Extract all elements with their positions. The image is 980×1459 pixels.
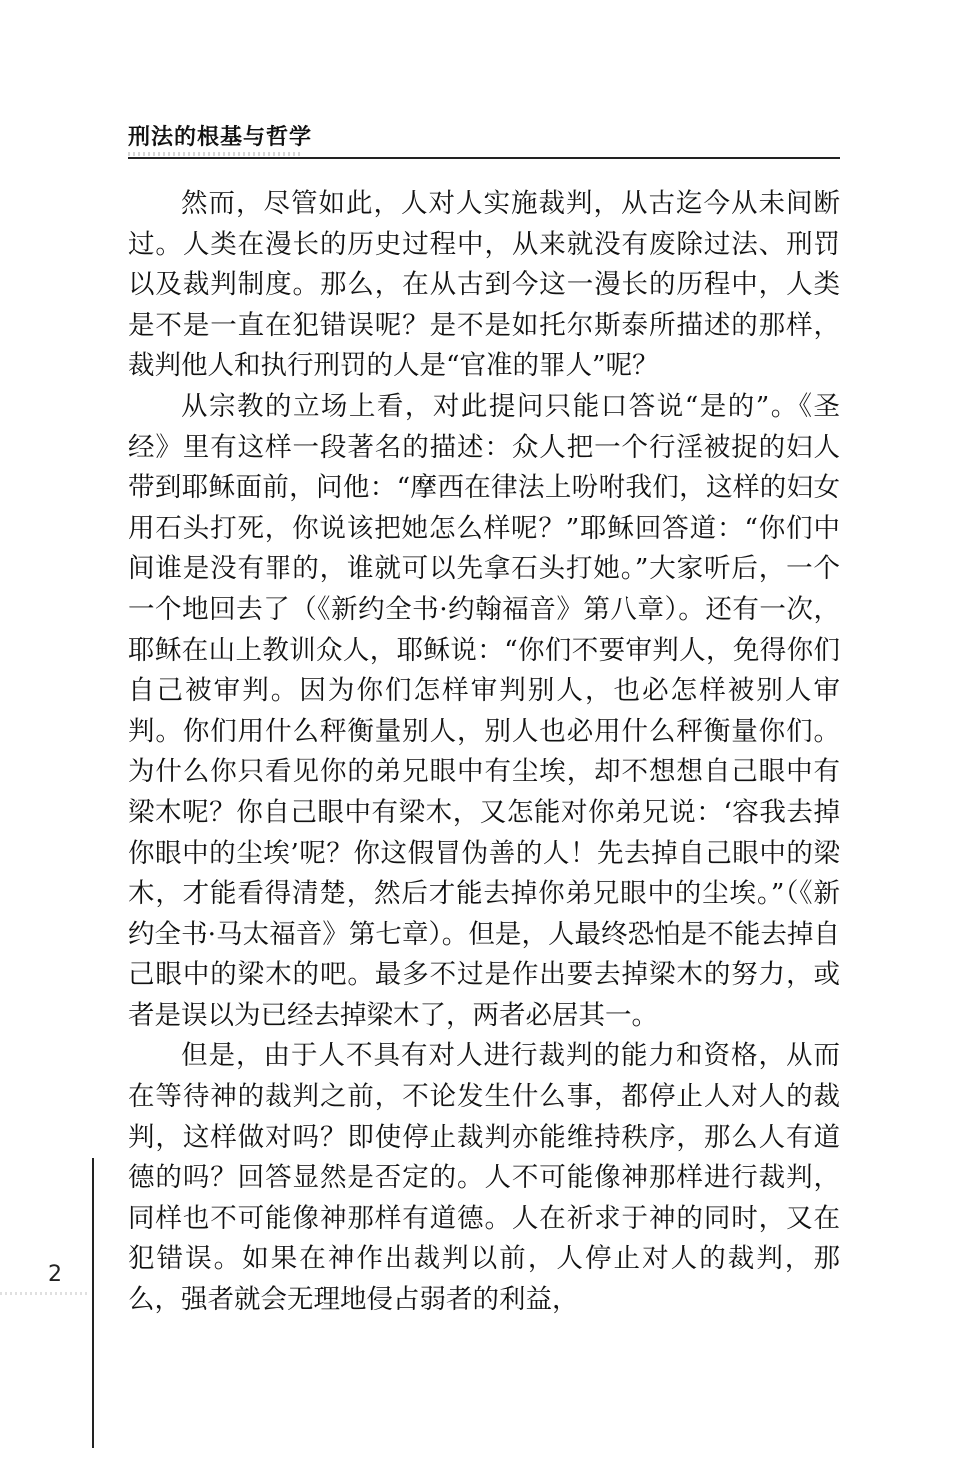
header-decoration — [128, 152, 303, 156]
page-number: 2 — [48, 1262, 62, 1287]
margin-rule — [92, 1158, 94, 1448]
running-header-title: 刑法的根基与哲学 — [128, 125, 313, 150]
header-rule — [128, 157, 840, 159]
body-text — [128, 184, 840, 1321]
margin-decoration — [0, 1292, 88, 1295]
paragraph-3: 但是，由于人不具有对人进行裁判的能力和资格，从而在等待神的裁判之前，不论发生什么事，都停止人对人的裁判，这样做对吗？即使停止裁判亦能维持秩序，那么人有道德的吗？回答显然是否定的。人不可能像神那样进行裁判，同样也不可能像神那样有道德。人在祈求于神的同时，又在犯错误。如果在神作出裁判以前，人停止对人的裁判，那么，强者就会无理地侵占弱者的利益， — [128, 1040, 840, 1316]
paragraph-1: 然而，尽管如此，人对人实施裁判，从古迄今从未间断过。人类在漫长的历史过程中，从来就没有废除过法、刑罚以及裁判制度。那么，在从古到今这一漫长的历程中，人类是不是一直在犯错误呢？是不是如托尔斯泰所描述的那样，裁判他人和执行刑罚的人是“官准的罪人”呢？ — [128, 188, 840, 382]
paragraph-2: 从宗教的立场上看，对此提问只能口答说“是的”。《圣经》里有这样一段著名的描述：众人把一个行淫被捉的妇人带到耶稣面前，问他：“摩西在律法上吩咐我们，这样的妇女用石头打死，你说该把她怎么样呢？”耶稣回答道：“你们中间谁是没有罪的，谁就可以先拿石头打她。”大家听后，一个一个地回去了（《新约全书·约翰福音》第八章）。还有一次，耶稣在山上教训众人，耶稣说：“你们不要审判人，免得你们自己被审判。因为你们怎样审判别人，也必怎样被别人审判。你们用什么秤衡量别人，别人也必用什么秤衡量你们。为什么你只看见你的弟兄眼中有尘埃，却不想想自己眼中有梁木呢？你自己眼中有梁木，又怎能对你弟兄说：‘容我去掉你眼中的尘埃’呢？你这假冒伪善的人！先去掉自己眼中的梁木，才能看得清楚，然后才能去掉你弟兄眼中的尘埃。”（《新约全书·马太福音》第七章）。但是，人最终恐怕是不能去掉自己眼中的梁木的吧。最多不过是作出要去掉梁木的努力，或者是误以为已经去掉梁木了，两者必居其一。 — [128, 390, 840, 1031]
